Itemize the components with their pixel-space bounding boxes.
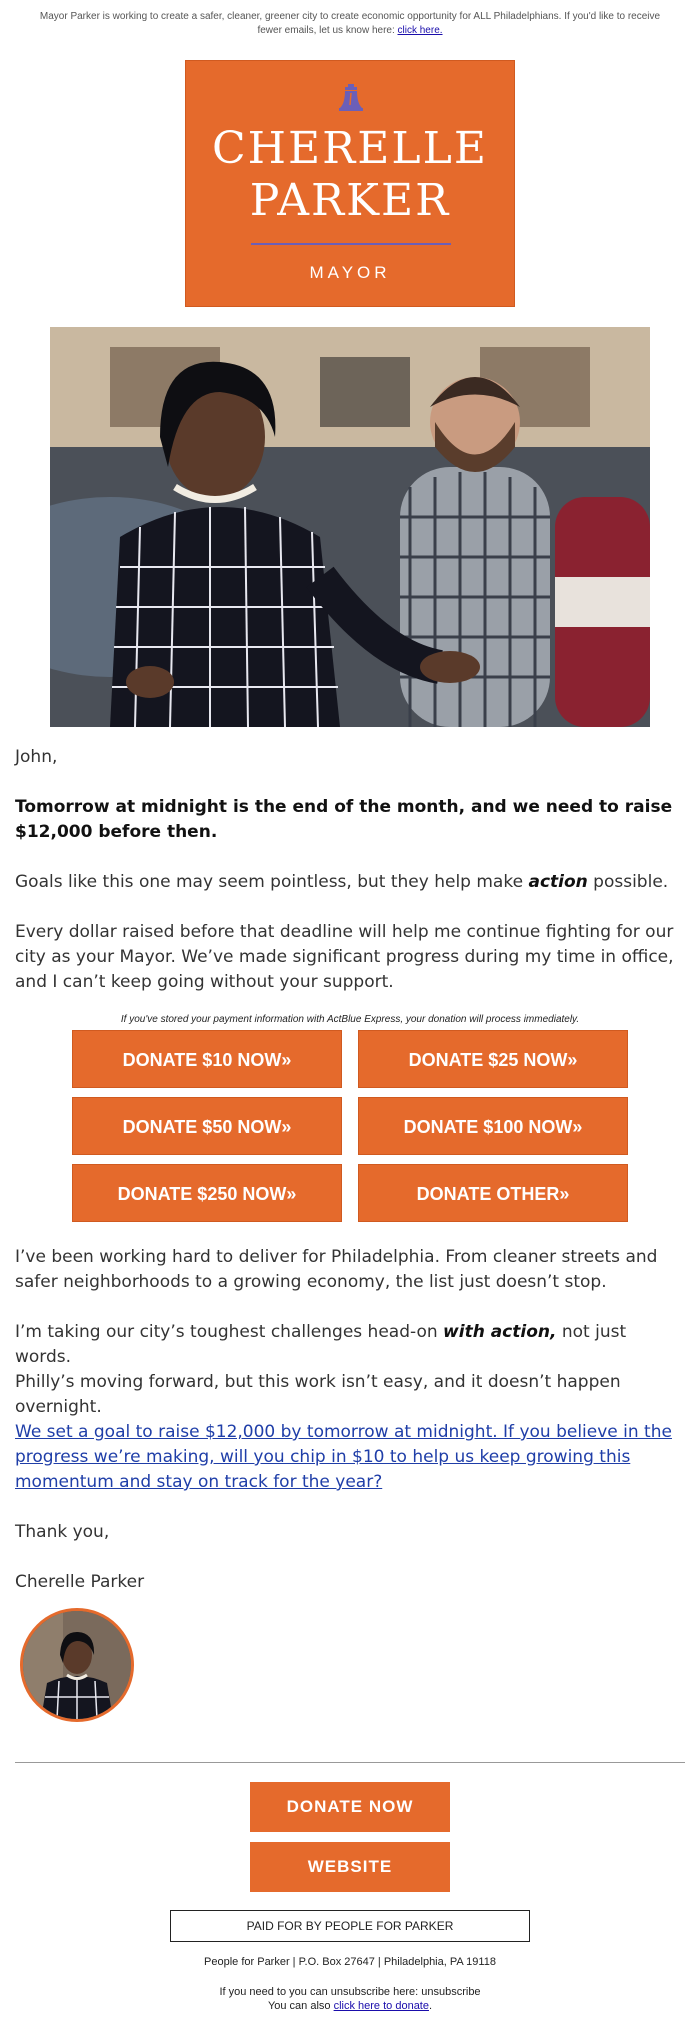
donate-footer-text: You can also xyxy=(267,2000,331,2012)
liberty-bell-icon xyxy=(336,83,366,113)
logo-last-name: PARKER xyxy=(249,175,451,226)
avatar-illustration xyxy=(23,1611,131,1719)
donate-10-button[interactable]: DONATE $10 NOW» xyxy=(72,1030,342,1088)
click-to-donate-link[interactable]: click here to donate xyxy=(333,2000,429,2012)
urgent-paragraph xyxy=(15,795,685,845)
support-paragraph: Every dollar raised before that deadline will help me continue fighting for our city as your Mayor. We’ve made significant progress during my time in office, and I can’t keep going without your support. xyxy=(15,922,674,992)
goals-paragraph xyxy=(15,870,685,895)
campaign-logo xyxy=(185,60,515,307)
website-button[interactable]: WEBSITE xyxy=(250,1842,450,1892)
chip-in-link[interactable]: We set a goal to raise $12,000 by tomorrow at midnight. If you believe in the progress we’re making, will you chip in $10 to help us keep growing this momentum and stay on track for the year? xyxy=(15,1422,672,1492)
action-emphasis: with action, xyxy=(443,1322,557,1342)
fewer-emails-link[interactable]: click here. xyxy=(397,25,443,36)
logo-title: MAYOR xyxy=(309,263,391,282)
donate-footer-end: . xyxy=(428,2000,433,2012)
donate-25-button[interactable]: DONATE $25 NOW» xyxy=(358,1030,628,1088)
logo-divider xyxy=(251,243,451,245)
paid-for-disclaimer: PAID FOR BY PEOPLE FOR PARKER xyxy=(170,1910,530,1942)
donate-250-button[interactable]: DONATE $250 NOW» xyxy=(72,1164,342,1222)
goals-text-after: possible. xyxy=(593,872,669,892)
preheader-text: Mayor Parker is working to create a safer, cleaner, greener city to create economic opportunity for ALL Philadelphians. If you'd like to receive fewer emails, let us know here: xyxy=(39,11,661,36)
action-text-before: I’m taking our city’s toughest challenges head-on xyxy=(15,1322,438,1342)
hero-photo-illustration xyxy=(50,327,650,727)
donate-50-button[interactable]: DONATE $50 NOW» xyxy=(72,1097,342,1155)
closing: Thank you, xyxy=(15,1522,110,1542)
signature-avatar xyxy=(20,1608,134,1722)
donate-other-button[interactable]: DONATE OTHER» xyxy=(358,1164,628,1222)
action-text-after: not just words. xyxy=(15,1322,627,1367)
logo-first-name: CHERELLE xyxy=(212,123,488,174)
signature-name: Cherelle Parker xyxy=(15,1572,145,1592)
donate-now-button[interactable]: DONATE NOW xyxy=(250,1782,450,1832)
unsubscribe-line[interactable]: If you need to you can unsubscribe here: unsubscribe xyxy=(219,1986,481,1998)
mailing-address: People for Parker | P.O. Box 27647 | Philadelphia, PA 19118 xyxy=(204,1956,496,1968)
preheader xyxy=(30,10,670,38)
urgent-text: Tomorrow at midnight is the end of the month, and we need to raise $12,000 before then. xyxy=(15,797,673,842)
actblue-note: If you've stored your payment information with ActBlue Express, your donation will process immediately. xyxy=(120,1014,580,1025)
goals-text-before: Goals like this one may seem pointless, but they help make xyxy=(15,872,524,892)
donate-footer-line xyxy=(0,2000,700,2012)
work-paragraph: I’ve been working hard to deliver for Philadelphia. From cleaner streets and safer neighborhoods to a growing economy, the list just doesn’t stop. xyxy=(15,1247,658,1292)
action-paragraph xyxy=(15,1320,685,1370)
greeting: John, xyxy=(15,747,58,767)
hero-photo xyxy=(50,327,650,727)
donate-100-button[interactable]: DONATE $100 NOW» xyxy=(358,1097,628,1155)
footer-divider xyxy=(15,1762,685,1763)
goals-emphasis: action xyxy=(528,872,588,892)
moving-forward-paragraph: Philly’s moving forward, but this work isn’t easy, and it doesn’t happen overnight. xyxy=(15,1372,621,1417)
